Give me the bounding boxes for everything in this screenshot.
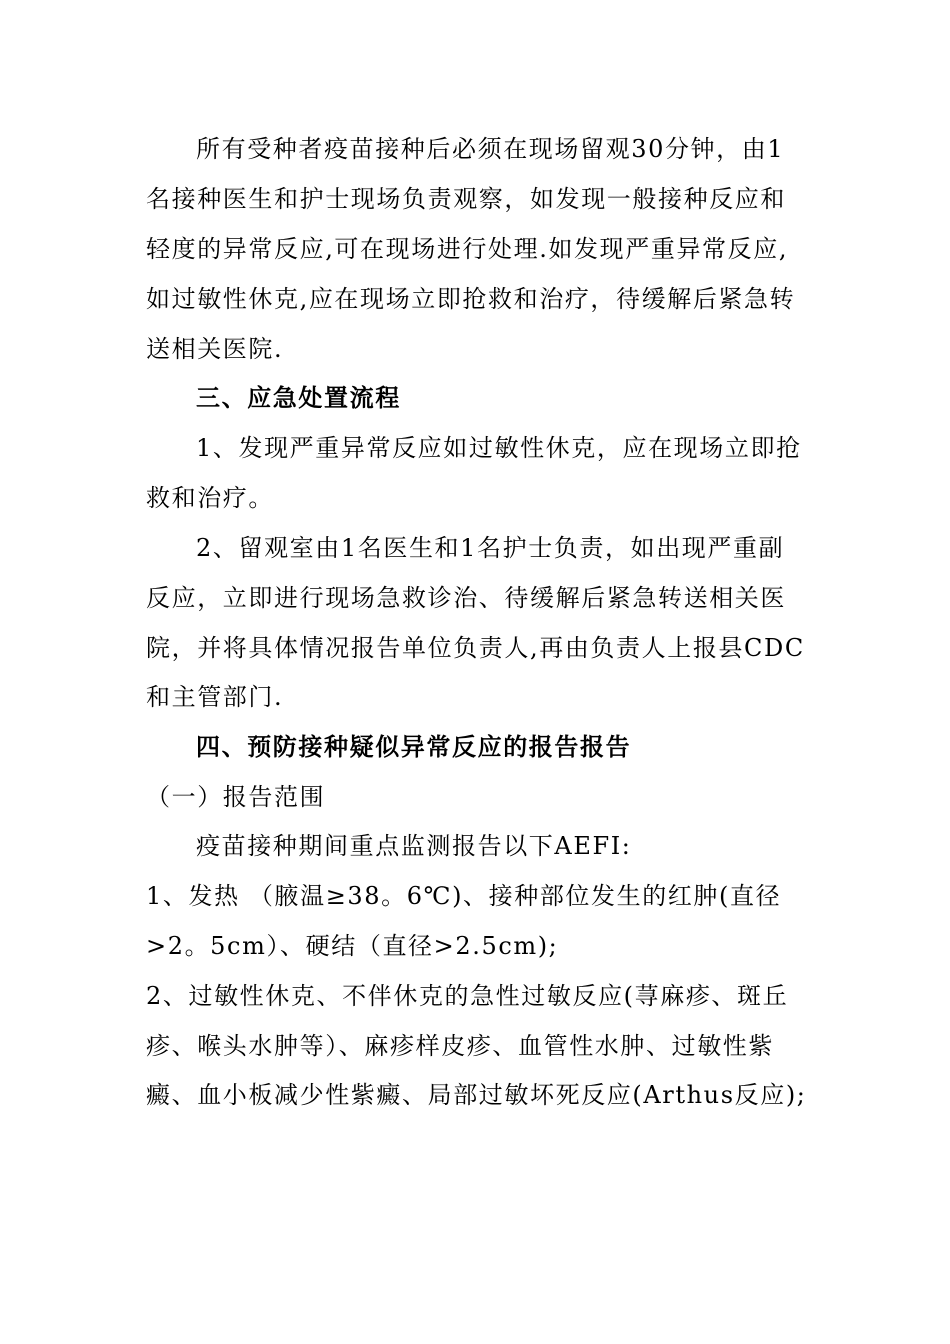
monitoring-statement: 疫苗接种期间重点监测报告以下AEFI: — [196, 832, 632, 860]
aefi-item-2-line-2: 疹、喉头水肿等）、麻疹样皮疹、血管性水肿、过敏性紫 — [146, 1032, 774, 1060]
procedure-item-2-line-4: 和主管部门. — [146, 683, 284, 711]
procedure-item-1-line-1: 1、发现严重异常反应如过敏性休克，应在现场立即抢 — [196, 434, 802, 462]
aefi-item-2-line-3: 癜、血小板减少性紫癜、局部过敏坏死反应(Arthus反应); — [146, 1081, 807, 1109]
subsection-report-scope: （一）报告范围 — [146, 783, 326, 811]
paragraph-observation-line-4: 如过敏性休克,应在现场立即抢救和治疗，待缓解后紧急转 — [146, 285, 796, 313]
paragraph-observation-line-2: 名接种医生和护士现场负责观察，如发现一般接种反应和 — [146, 185, 786, 213]
paragraph-observation-line-3: 轻度的异常反应,可在现场进行处理.如发现严重异常反应, — [146, 235, 789, 263]
aefi-item-1-line-2: >2。5cm）、硬结（直径>2.5cm); — [146, 932, 559, 960]
procedure-item-1-line-2: 救和治疗。 — [146, 484, 274, 512]
procedure-item-2-line-1: 2、留观室由1名医生和1名护士负责，如出现严重副 — [196, 534, 785, 562]
aefi-item-2-line-1: 2、过敏性休克、不伴休克的急性过敏反应(荨麻疹、斑丘 — [146, 982, 789, 1010]
section-heading-aefi-report: 四、预防接种疑似异常反应的报告报告 — [196, 732, 632, 761]
paragraph-observation-line-1: 所有受种者疫苗接种后必须在现场留观30分钟，由1 — [196, 135, 785, 163]
section-heading-emergency-procedure: 三、应急处置流程 — [196, 383, 401, 412]
procedure-item-2-line-2: 反应，立即进行现场急救诊治、待缓解后紧急转送相关医 — [146, 584, 786, 612]
aefi-item-1-line-1: 1、发热 （腋温≥38。6℃)、接种部位发生的红肿(直径 — [146, 882, 782, 910]
procedure-item-2-line-3: 院，并将具体情况报告单位负责人,再由负责人上报县CDC — [146, 634, 805, 662]
paragraph-observation-line-5: 送相关医院. — [146, 335, 284, 363]
